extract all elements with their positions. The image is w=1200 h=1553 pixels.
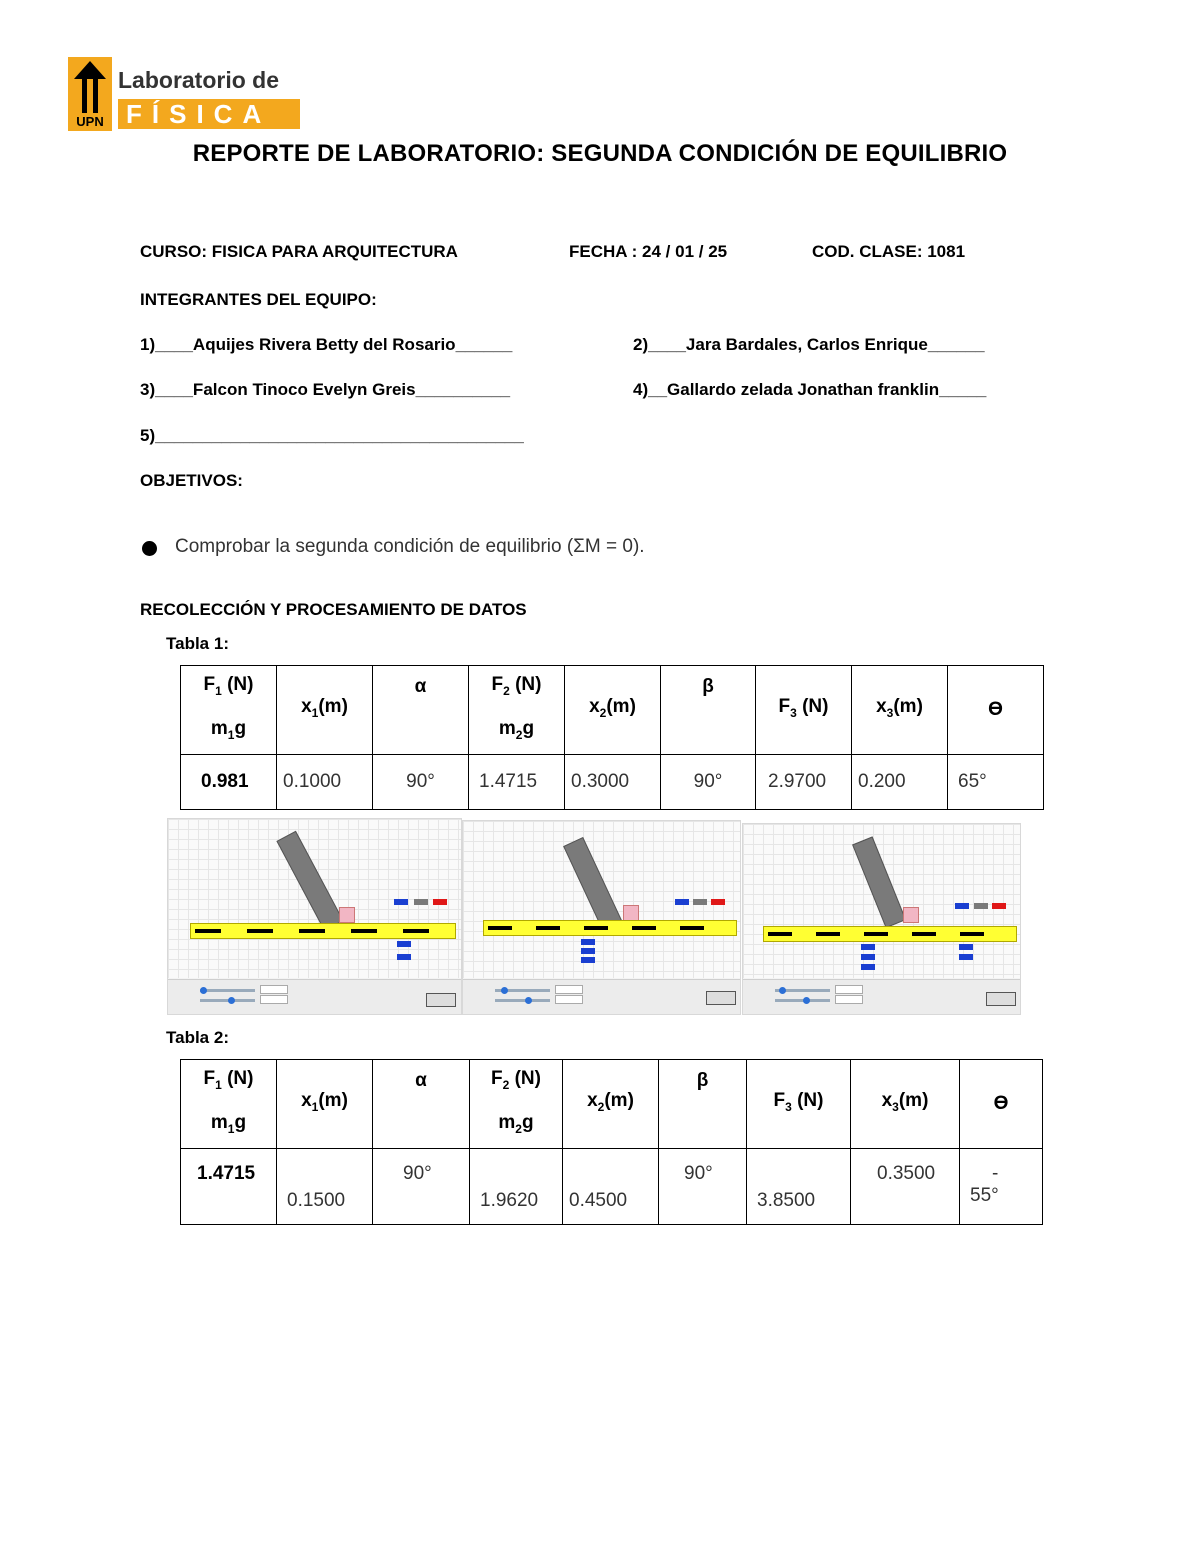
t2-alpha: 90° xyxy=(373,1148,470,1224)
curso-label: CURSO: FISICA PARA ARQUITECTURA xyxy=(140,242,458,261)
t2-theta-sign: - xyxy=(992,1162,999,1184)
weight-icon xyxy=(861,954,875,960)
t1-x3: 0.200 xyxy=(852,754,948,809)
weight-icon xyxy=(974,903,988,909)
simulation-screenshot-3 xyxy=(742,823,1021,1015)
tabla2-data-row xyxy=(181,1148,1043,1224)
simulation-button xyxy=(426,993,456,1007)
header-f2: $F_2$ (N) $m_2g$ xyxy=(470,1060,563,1149)
t2-beta: 90° xyxy=(659,1148,747,1224)
page-title: REPORTE DE LABORATORIO: SEGUNDA CONDICIÓN DE EQUILIBRIO xyxy=(192,140,1008,167)
member-2: 2)____Jara Bardales, Carlos Enrique______ xyxy=(633,335,985,354)
tabla1-label: Tabla 1: xyxy=(166,634,229,653)
weight-icon xyxy=(861,944,875,950)
beam xyxy=(483,920,737,936)
t1-f2: 1.4715 xyxy=(469,754,565,809)
cod-clase-label: COD. CLASE: 1081 xyxy=(812,242,966,261)
header-theta: ϴ xyxy=(948,666,1044,755)
weight-icon xyxy=(581,948,595,954)
tabla2-label: Tabla 2: xyxy=(166,1028,229,1047)
header-x1: $x_1(m)$ xyxy=(277,1060,373,1149)
weight-icon xyxy=(861,964,875,970)
tabla1 xyxy=(180,665,1044,810)
tabla2 xyxy=(180,1059,1043,1225)
bullet-icon xyxy=(142,541,157,556)
weight-icon xyxy=(959,944,973,950)
equipo-heading: INTEGRANTES DEL EQUIPO: xyxy=(140,290,377,309)
t1-x1: 0.1000 xyxy=(277,754,373,809)
connector-icon xyxy=(903,907,919,923)
simulation-button xyxy=(986,992,1016,1006)
t2-f1: 1.4715 xyxy=(181,1148,277,1224)
weight-icon xyxy=(433,899,447,905)
t2-theta-value: 55° xyxy=(970,1184,999,1206)
recoleccion-heading: RECOLECCIÓN Y PROCESAMIENTO DE DATOS xyxy=(140,600,527,619)
weight-icon xyxy=(992,903,1006,909)
objetivo-item: Comprobar la segunda condición de equilibrio (ΣM = 0). xyxy=(175,536,645,557)
weight-icon xyxy=(394,899,408,905)
weight-icon xyxy=(693,899,707,905)
header-f2: $F_2$ (N) $m_2g$ xyxy=(469,666,565,755)
header-f1: $F_1$ (N) $m_1g$ xyxy=(181,1060,277,1149)
t2-x2: 0.4500 xyxy=(563,1148,659,1224)
weight-icon xyxy=(397,941,411,947)
member-3: 3)____Falcon Tinoco Evelyn Greis__________ xyxy=(140,380,511,399)
tabla1-header-row xyxy=(181,666,1044,755)
t2-theta xyxy=(960,1148,1043,1224)
weight-icon xyxy=(397,954,411,960)
member-1: 1)____Aquijes Rivera Betty del Rosario______ xyxy=(140,335,513,354)
tabla1-data-row xyxy=(181,754,1044,809)
header-x3: $x_3(m)$ xyxy=(852,666,948,755)
member-4: 4)__Gallardo zelada Jonathan franklin_____ xyxy=(633,380,987,399)
weight-icon xyxy=(711,899,725,905)
logo-line1: Laboratorio de xyxy=(118,67,280,93)
upn-arrow-icon xyxy=(68,57,112,131)
simulation-screenshot-2 xyxy=(462,820,741,1015)
beam xyxy=(763,926,1017,942)
t1-x2: 0.3000 xyxy=(565,754,661,809)
objetivos-heading: OBJETIVOS: xyxy=(140,471,243,490)
logo xyxy=(68,57,300,131)
header-x2: $x_2(m)$ xyxy=(563,1060,659,1149)
weight-icon xyxy=(959,954,973,960)
header-f1: $F_1$ (N) $m_1g$ xyxy=(181,666,277,755)
header-alpha: α xyxy=(373,666,469,755)
logo-line2: FÍSICA xyxy=(126,99,272,129)
tabla2-header-row xyxy=(181,1060,1043,1149)
connector-icon xyxy=(339,907,355,923)
weight-icon xyxy=(581,939,595,945)
t2-f3: 3.8500 xyxy=(747,1148,851,1224)
weight-icon xyxy=(581,957,595,963)
t2-x1: 0.1500 xyxy=(277,1148,373,1224)
weight-icon xyxy=(675,899,689,905)
beam xyxy=(190,923,456,939)
header-x1: $x_1(m)$ xyxy=(277,666,373,755)
weight-icon xyxy=(955,903,969,909)
header-beta: β xyxy=(661,666,756,755)
member-5: 5)_______________________________________ xyxy=(140,426,524,445)
t1-f1: 0.981 xyxy=(181,754,277,809)
logo-upn-text: UPN xyxy=(76,114,104,129)
header-f3: $F_3$ (N) xyxy=(756,666,852,755)
simulation-screenshot-1 xyxy=(167,818,462,1015)
header-x3: $x_3(m)$ xyxy=(851,1060,960,1149)
connector-icon xyxy=(623,905,639,921)
header-x2: $x_2(m)$ xyxy=(565,666,661,755)
header-f3: $F_3$ (N) xyxy=(747,1060,851,1149)
header-theta: ϴ xyxy=(960,1060,1043,1149)
header-alpha: α xyxy=(373,1060,470,1149)
weight-icon xyxy=(414,899,428,905)
t1-f3: 2.9700 xyxy=(756,754,852,809)
fecha-label: FECHA : 24 / 01 / 25 xyxy=(569,242,728,261)
simulation-button xyxy=(706,991,736,1005)
t1-theta: 65° xyxy=(948,754,1044,809)
t1-beta: 90° xyxy=(661,754,756,809)
t1-alpha: 90° xyxy=(373,754,469,809)
t2-x3: 0.3500 xyxy=(851,1148,960,1224)
header-beta: β xyxy=(659,1060,747,1149)
t2-f2: 1.9620 xyxy=(470,1148,563,1224)
